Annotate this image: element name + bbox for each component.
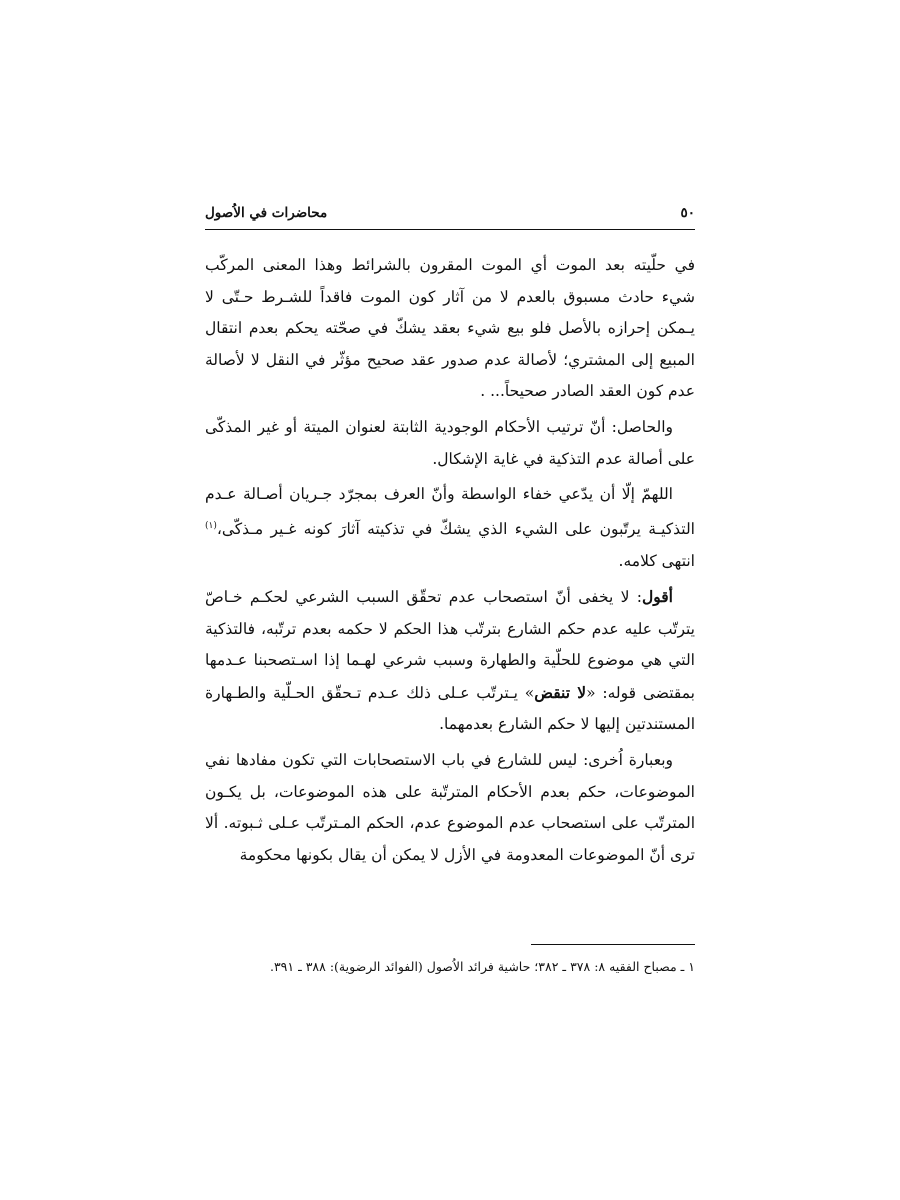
running-header [205, 203, 695, 225]
paragraph-4 [205, 581, 695, 741]
paragraph-4-text-a: : لا يخفى أنّ استصحاب عدم تحقّق السبب الشرعي لحكـم خـاصّ يترتّب عليه عدم حكم الشارع بترتّب هذا الحكم لا حكمه بعدم ترتّبه، فالتذكية التي هي موضوع للحلّية والطهارة وسبب شرعي لهـما إذا اسـتصحبنا عـدمها بمقتضى قوله: « [205, 588, 695, 702]
footnote: ١ ـ مصباح الفقيه ٨: ٣٧٨ ـ ٣٨٢؛ حاشية فرائد الاُصول (الفوائد الرضوية): ٣٨٨ ـ ٣٩١. [269, 959, 695, 974]
paragraph-4-lead: أقول [642, 587, 673, 607]
paragraph-4-quote: لا تنقض [534, 682, 587, 702]
body-text [205, 250, 695, 871]
page-number: ٥٠ [680, 205, 695, 221]
paragraph-1: في حلّيته بعد الموت أي الموت المقرون بالشرائط وهذا المعنى المركّب شيء حادث مسبوق بالعدم لا من آثار كون الموت فاقداً للشـرط حـتّى لا يـمكن إحرازه بالأصل فلو بيع شيء بعقد يشكّ في صحّته يحكم بعدم انتقال المبيع إلى المشتري؛ لأصالة عدم صدور عقد صحيح مؤثّر في النقل لا لأصالة عدم كون العقد الصادر صحيحاً... . [205, 256, 695, 401]
paragraph-5: وبعبارة اُخرى: ليس للشارع في باب الاستصحابات التي تكون مفادها نفي الموضوعات، حكم بعدم الأحكام المترتّبة على هذه الموضوعات، بل يكـون المترتّب على استصحاب عدم الموضوع عدم، الحكم المـترتّب عـلى ثـبوته. ألا ترى أنّ الموضوعات المعدومة في الأزل لا يمكن أن يقال بكونها محكومة [205, 751, 695, 864]
header-rule [205, 229, 695, 230]
book-title: محاضرات في الاُصول [205, 205, 328, 221]
paragraph-3 [205, 479, 695, 577]
paragraph-4-text-b: » يـترتّب عـلى ذلك عـدم تـحقّق الحـلّية والطـهارة المستندتين إليها لا حكم الشارع بعدمهما. [205, 683, 695, 734]
paragraph-2: والحاصل: أنّ ترتيب الأحكام الوجودية الثابتة لعنوان الميتة أو غير المذكّى على أصالة عدم التذكية في غاية الإشكال. [205, 417, 695, 468]
footnote-rule [531, 944, 695, 945]
paragraph-3-end: انتهى كلامه. [618, 551, 695, 570]
footnote-reference: (١) [205, 520, 217, 531]
paragraph-3-text: اللهمّ إلّا أن يدّعي خفاء الواسطة وأنّ العرف بمجرّد جـريان أصـالة عـدم التذكيـة يرتّبون على الشيء الذي يشكّ في تذكيته آثارَ كونه غـير مـذكّى، [205, 485, 695, 538]
